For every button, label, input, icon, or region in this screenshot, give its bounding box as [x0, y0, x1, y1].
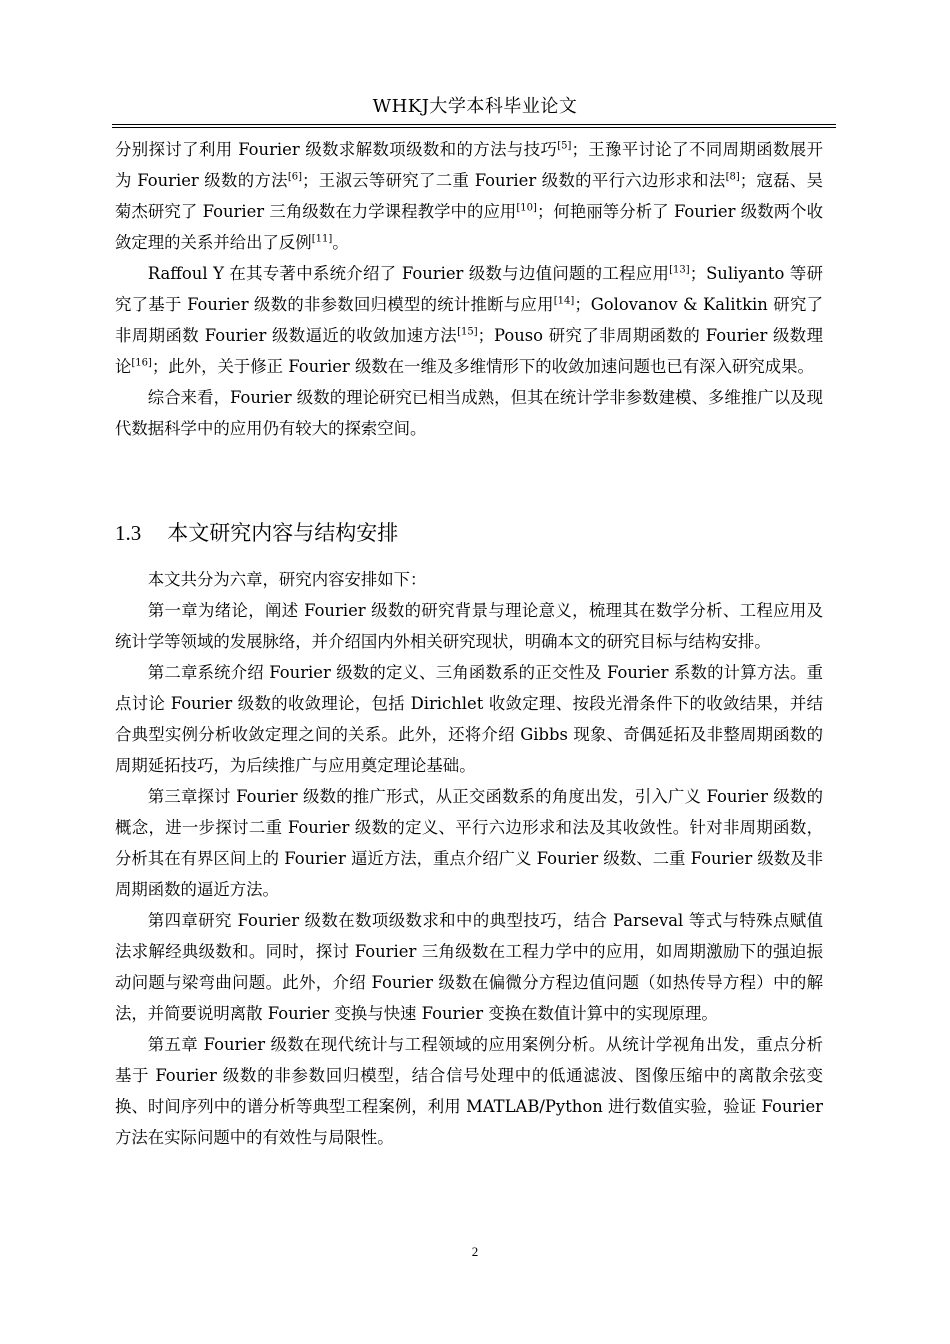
page-header: WHKJ大学本科毕业论文	[372, 96, 578, 117]
citation: [16]	[131, 357, 152, 369]
citation: [10]	[516, 202, 537, 214]
paragraph-chapter-2: 第二章系统介绍 Fourier 级数的定义、三角函数系的正交性及 Fourier 系数的计算方法。重点讨论 Fourier 级数的收敛理论，包括 Dirichlet 收敛定理、按段光滑条件下的收敛结果，并结合典型实例分析收敛定理之间的关系。此外，还将介绍 Gibbs 现象、奇偶延拓及非整周期函数的周期延拓技巧，为后续推广与应用奠定理论基础。	[115, 663, 823, 775]
text-run: 。	[332, 233, 349, 252]
paragraph-summary: 综合来看，Fourier 级数的理论研究已相当成熟，但其在统计学非参数建模、多维推广以及现代数据科学中的应用仍有较大的探索空间。	[115, 388, 823, 438]
citation: [14]	[553, 295, 575, 307]
paragraph-chapter-1: 第一章为绪论，阐述 Fourier 级数的研究背景与理论意义，梳理其在数学分析、工程应用及统计学等领域的发展脉络，并介绍国内外相关研究现状，明确本文的研究目标与结构安排。	[115, 601, 823, 651]
paragraph-continuation	[115, 134, 823, 258]
paragraph-chapter-3: 第三章探讨 Fourier 级数的推广形式，从正交函数系的角度出发，引入广义 Fourier 级数的概念，进一步探讨二重 Fourier 级数的定义、平行六边形求和法及其收敛性。针对非周期函数，分析其在有界区间上的 Fourier 逼近方法，重点介绍广义 Fourier 级数、二重 Fourier 级数及非周期函数的逼近方法。	[115, 787, 823, 899]
body-text-top	[115, 134, 823, 444]
citation: [15]	[457, 326, 478, 338]
paragraph-chapter-4: 第四章研究 Fourier 级数在数项级数求和中的典型技巧，结合 Parseval 等式与特殊点赋值法求解经典级数和。同时，探讨 Fourier 三角级数在工程力学中的应用，如周期激励下的强迫振动问题与梁弯曲问题。此外，介绍 Fourier 级数在偏微分方程边值问题（如热传导方程）中的解法，并简要说明离散 Fourier 变换与快速 Fourier 变换在数值计算中的实现原理。	[115, 911, 823, 1023]
citation: [11]	[311, 233, 333, 245]
section-title: 本文研究内容与结构安排	[167, 521, 399, 545]
citation: [13]	[669, 264, 690, 276]
text-run: Raffoul Y 在其专著中系统介绍了 Fourier 级数与边值问题的工程应用	[147, 264, 670, 283]
paragraph-foreign-research	[115, 258, 823, 382]
text-run: ；王豫平讨论了不同周期函数展开为 Fourier 级数的方法	[115, 140, 823, 190]
text-run: ；此外，关于修正 Fourier 级数在一维及多维情形下的收敛加速问题也已有深入研究成果。	[151, 357, 814, 376]
text-run: ；Pouso 研究了非周期函数的 Fourier 级数理论	[115, 326, 823, 376]
text-run: ；Golovanov & Kalitkin 研究了非周期函数 Fourier 级数逼近的收敛加速方法	[115, 295, 824, 345]
paragraph: 本文共分为六章，研究内容安排如下：	[147, 570, 427, 589]
citation: [5]	[557, 140, 572, 152]
paragraph-chapter-5: 第五章 Fourier 级数在现代统计与工程领域的应用案例分析。从统计学视角出发，重点分析基于 Fourier 级数的非参数回归模型，结合信号处理中的低通滤波、图像压缩中的离散余弦变换、时间序列中的谱分析等典型工程案例，利用 MATLAB/Python 进行数值实验，验证 Fourier 方法在实际问题中的有效性与局限性。	[115, 1035, 823, 1147]
citation: [8]	[725, 171, 740, 183]
text-run: ；Suliyanto 等研究了基于 Fourier 级数的非参数回归模型的统计推断与应用	[115, 264, 823, 314]
header-rule-thin	[112, 127, 836, 128]
header-rule	[112, 124, 836, 125]
body-text-section	[115, 564, 823, 1153]
page-number: 2	[471, 1244, 479, 1259]
text-run: ；王淑云等研究了二重 Fourier 级数的平行六边形求和法	[302, 171, 726, 190]
text-run: ；何艳丽等分析了 Fourier 级数两个收敛定理的关系并给出了反例	[115, 202, 823, 252]
section-heading	[115, 517, 398, 547]
section-number: 1.3	[115, 521, 142, 545]
citation: [6]	[287, 171, 303, 183]
text-run: 分别探讨了利用 Fourier 级数求解数项级数和的方法与技巧	[115, 140, 558, 159]
text-run: ；寇磊、吴菊杰研究了 Fourier 三角级数在力学课程教学中的应用	[115, 171, 824, 221]
